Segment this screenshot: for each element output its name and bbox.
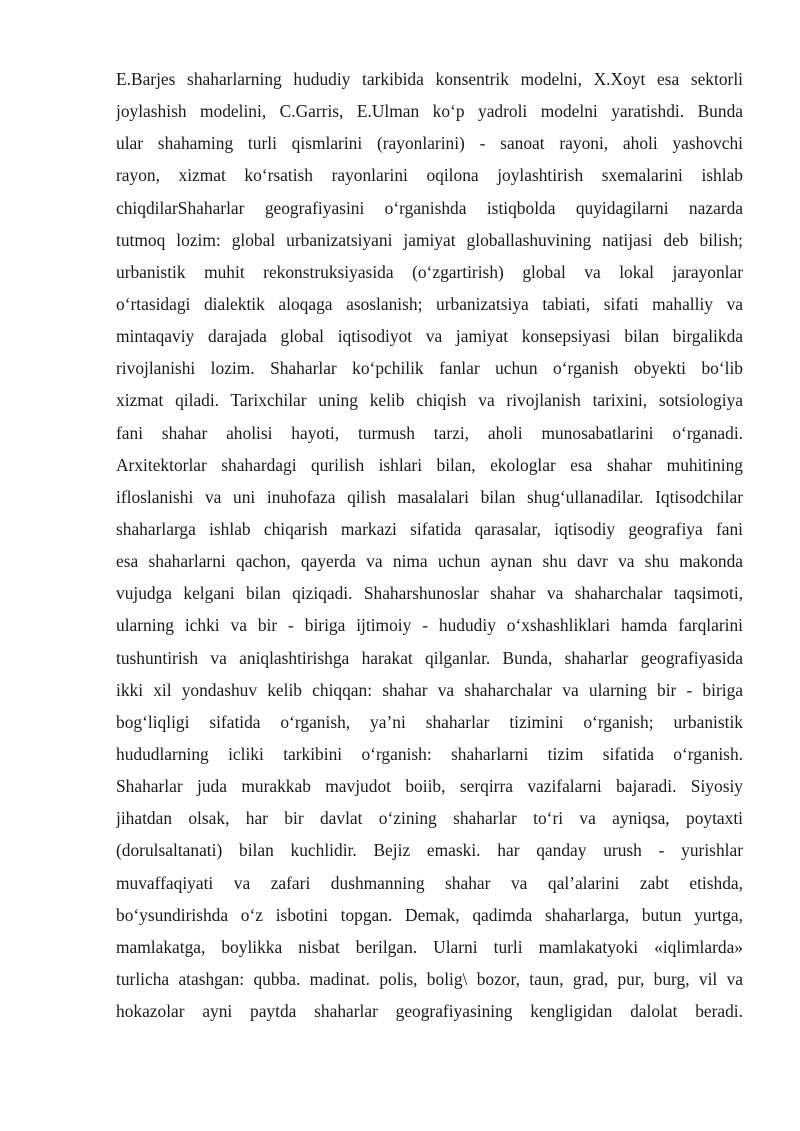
text-line: bo‘ysundirishda o‘z isbotini topgan. Demak, qadimda shaharlarga, butun yurtga,	[116, 904, 743, 925]
text-line: o‘rtasidagi dialektik aloqaga asoslanish; urbanizatsiya tabiati, sifati mahalliy va	[116, 293, 743, 314]
text-line: fani shahar aholisi hayoti, turmush tarzi, aholi munosabatlarini o‘rganadi.	[116, 422, 743, 443]
text-line: Shaharlar juda murakkab mavjudot boiib, serqirra vazifalarni bajaradi. Siyosiy	[116, 776, 743, 797]
text-line: Arxitektorlar shahardagi qurilish ishlari bilan, ekologlar esa shahar muhitining	[116, 454, 743, 475]
text-line: rayon, xizmat ko‘rsatish rayonlarini oqilona joylashtirish sxemalarini ishlab	[116, 165, 743, 186]
text-line: mamlakatga, boylikka nisbat berilgan. Ularni turli mamlakatyoki «iqlimlarda»	[116, 936, 743, 957]
text-line: E.Barjes shaharlarning hududiy tarkibida konsentrik modelni, X.Xoyt esa sektorli	[116, 69, 743, 89]
text-line: vujudga kelgani bilan qiziqadi. Shaharshunoslar shahar va shaharchalar taqsimoti,	[116, 583, 743, 604]
text-line: joylashish modelini, C.Garris, E.Ulman ko‘p yadroli modelni yaratishdi. Bunda	[116, 101, 743, 122]
text-line: ifloslanishi va uni inuhofaza qilish masalalari bilan shug‘ullanadilar. Iqtisodchilar	[116, 486, 743, 507]
text-line: rivojlanishi lozim. Shaharlar ko‘pchilik fanlar uchun o‘rganish obyekti bo‘lib	[116, 358, 743, 379]
text-line: xizmat qiladi. Tarixchilar uning kelib chiqish va rivojlanish tarixini, sotsiologiya	[116, 390, 743, 411]
text-line: shaharlarga ishlab chiqarish markazi sifatida qarasalar, iqtisodiy geografiya fani	[116, 518, 743, 539]
text-line: muvaffaqiyati va zafari dushmanning shahar va qal’alarini zabt etishda,	[116, 872, 743, 893]
text-line: hokazolar ayni paytda shaharlar geografiyasining kengligidan dalolat beradi.	[116, 1001, 743, 1022]
text-line: ular shahaming turli qismlarini (rayonlarini) - sanoat rayoni, aholi yashovchi	[116, 133, 743, 154]
text-line: (dorulsaltanati) bilan kuchlidir. Bejiz emaski. har qanday urush - yurishlar	[116, 840, 743, 861]
text-line: tushuntirish va aniqlashtirishga harakat qilganlar. Bunda, shaharlar geografiyasida	[116, 647, 743, 668]
text-line: esa shaharlarni qachon, qayerda va nima uchun aynan shu davr va shu makonda	[116, 551, 743, 572]
text-line: turlicha atashgan: qubba. madinat. polis, bolig\ bozor, taun, grad, pur, burg, vil va	[116, 968, 743, 989]
text-line: ularning ichki va bir - biriga ijtimoiy - hududiy o‘xshashliklari hamda farqlarini	[116, 615, 743, 636]
text-line: hududlarning icliki tarkibini o‘rganish: shaharlarni tizim sifatida o‘rganish.	[116, 743, 743, 764]
text-line: bog‘liqligi sifatida o‘rganish, ya’ni shaharlar tizimini o‘rganish; urbanistik	[116, 711, 743, 732]
text-line: jihatdan olsak, har bir davlat o‘zining shaharlar to‘ri va ayniqsa, poytaxti	[116, 808, 743, 829]
text-line: ikki xil yondashuv kelib chiqqan: shahar va shaharchalar va ularning bir - biriga	[116, 679, 743, 700]
text-line: chiqdilarShaharlar geografiyasini o‘rganishda istiqbolda quyidagilarni nazarda	[116, 197, 743, 218]
text-line: urbanistik muhit rekonstruksiyasida (o‘zgartirish) global va lokal jarayonlar	[116, 261, 743, 282]
text-line: mintaqaviy darajada global iqtisodiyot va jamiyat konsepsiyasi bilan birgalikda	[116, 326, 743, 347]
body-text	[116, 63, 743, 1027]
text-line: tutmoq lozim: global urbanizatsiyani jamiyat globallashuvining natijasi deb bilish;	[116, 229, 743, 250]
